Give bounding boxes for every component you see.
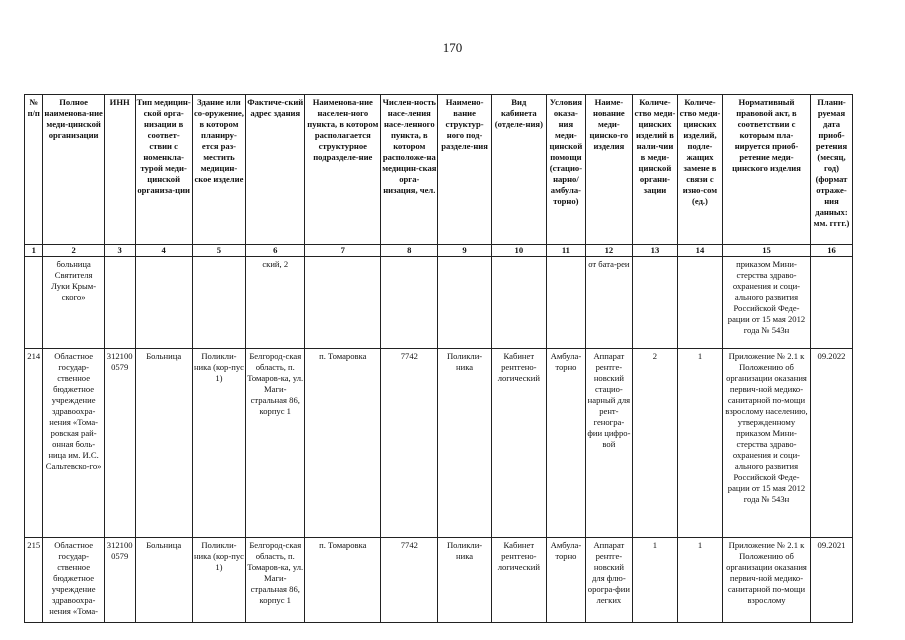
table-cell: 1 [632, 538, 677, 623]
table-row [25, 257, 853, 349]
table-cell [811, 257, 853, 349]
column-number: 16 [811, 245, 853, 257]
table-cell: Поликли-ника [438, 538, 491, 623]
table-cell: Областное государ-ственное бюджетное учреждение здравоохра-нения «Тома-ровская рай-онная боль-ница им. И.С. Сальтевско-го» [43, 349, 104, 538]
row-number: 214 [25, 349, 43, 538]
table-cell: 7742 [381, 538, 438, 623]
header-cell: Здание или со-оружение, в котором планиру-ется раз-местить медицин-ское изделие [192, 95, 245, 245]
table-cell: Белгород-ская область, п. Томаров-ка, ул. Маги-стральная 86, корпус 1 [246, 349, 305, 538]
table-cell: Областное государ-ственное бюджетное учреждение здравоохра-нения «Тома- [43, 538, 104, 623]
table-cell: Кабинет рентгено-логический [491, 349, 546, 538]
column-number: 14 [677, 245, 722, 257]
table-cell: приказом Мини-стерства здраво-охранения и соци-ального развития Российской Феде-рации от 15 мая 2012 года № 543н [722, 257, 810, 349]
header-cell: Числен-ность насе-ления насе-ленного пункта, в котором расположе-на медицин-ская орга-низация, чел. [381, 95, 438, 245]
header-row [25, 95, 853, 245]
row-number: 215 [25, 538, 43, 623]
table-cell: 7742 [381, 349, 438, 538]
column-number: 6 [246, 245, 305, 257]
column-number: 7 [305, 245, 381, 257]
table-cell [632, 257, 677, 349]
column-number: 15 [722, 245, 810, 257]
table-cell [305, 257, 381, 349]
table-cell [491, 257, 546, 349]
table-cell: Поликли-ника (кор-пус 1) [192, 538, 245, 623]
table-cell: Кабинет рентгено-логический [491, 538, 546, 623]
table-cell: от бата-реи [585, 257, 632, 349]
table-cell [438, 257, 491, 349]
table-cell [25, 257, 43, 349]
column-number: 4 [135, 245, 192, 257]
table-cell [677, 257, 722, 349]
table-cell: 09.2022 [811, 349, 853, 538]
table-cell: Амбула-торно [546, 538, 585, 623]
table-cell: Белгород-ская область, п. Томаров-ка, ул. Маги-стральная 86, корпус 1 [246, 538, 305, 623]
header-cell: Количе-ство меди-цинских изделий в нали-чии в меди-цинской органи-зации [632, 95, 677, 245]
table-cell: 312100 0579 [104, 349, 135, 538]
header-cell: Наиме-нование меди-цинско-го изделия [585, 95, 632, 245]
header-cell: Тип медицин-ской орга-низации в соответ-ствии с номенкла-турой меди-цинской организа-ции [135, 95, 192, 245]
table-cell: 1 [677, 538, 722, 623]
header-cell: № п/п [25, 95, 43, 245]
table-cell: Аппарат рентге-новский для флю-орогра-фии легких [585, 538, 632, 623]
table-cell: 1 [677, 349, 722, 538]
table-cell [104, 257, 135, 349]
column-number: 11 [546, 245, 585, 257]
table-cell [192, 257, 245, 349]
table-cell: п. Томаровка [305, 349, 381, 538]
table-cell: Амбула-торно [546, 349, 585, 538]
table-cell: 312100 0579 [104, 538, 135, 623]
column-number: 8 [381, 245, 438, 257]
column-number: 5 [192, 245, 245, 257]
table-cell: 2 [632, 349, 677, 538]
medical-equipment-table [24, 94, 853, 623]
column-number-row [25, 245, 853, 257]
header-cell: Нормативный правовой акт, в соответствии с которым пла-нируется приоб-ретение меди-цинского изделия [722, 95, 810, 245]
table-cell: Поликли-ника (кор-пус 1) [192, 349, 245, 538]
column-number: 10 [491, 245, 546, 257]
table-cell: Поликли-ника [438, 349, 491, 538]
header-cell: Условия оказа-ния меди-цинской помощи (стацио-нарно/ амбула-торно) [546, 95, 585, 245]
header-cell: Полное наименова-ние меди-цинской организации [43, 95, 104, 245]
table-cell: Аппарат рентге-новский стацио-нарный для рент-геногра-фии цифро-вой [585, 349, 632, 538]
table-cell [546, 257, 585, 349]
header-cell: Фактиче-ский адрес здания [246, 95, 305, 245]
table-row [25, 538, 853, 623]
header-cell: Наимено-вание структур-ного под-разделе-ния [438, 95, 491, 245]
table-cell: п. Томаровка [305, 538, 381, 623]
header-cell: Вид кабинета (отделе-ния) [491, 95, 546, 245]
table-cell: Больница [135, 538, 192, 623]
table-cell [381, 257, 438, 349]
table-cell: Приложение № 2.1 к Положению об организации оказания первич-ной медико-санитарной по-мощи взрослому [722, 538, 810, 623]
table-cell: 09.2021 [811, 538, 853, 623]
column-number: 9 [438, 245, 491, 257]
header-cell: ИНН [104, 95, 135, 245]
header-cell: Наименова-ние населен-ного пункта, в котором располагается структурное подразделе-ние [305, 95, 381, 245]
header-cell: Плани-руемая дата приоб-ретения (месяц, год) (формат отраже-ния данных: мм. гггг.) [811, 95, 853, 245]
column-number: 13 [632, 245, 677, 257]
column-number: 1 [25, 245, 43, 257]
table-cell: ский, 2 [246, 257, 305, 349]
table-cell: Приложение № 2.1 к Положению об организации оказания первич-ной медико-санитарной по-мощи взрослому населению, утвержденному приказом Мини-стерства здраво-охранения и соци-ального развития Российской Феде-рации от 15 мая 2012 года № 543н [722, 349, 810, 538]
table-row [25, 349, 853, 538]
column-number: 2 [43, 245, 104, 257]
table-cell [135, 257, 192, 349]
table-cell: Больница [135, 349, 192, 538]
column-number: 12 [585, 245, 632, 257]
header-cell: Количе-ство меди-цинских изделий, подле-жащих замене в связи с изно-сом (ед.) [677, 95, 722, 245]
column-number: 3 [104, 245, 135, 257]
table-cell: больница Святителя Луки Крым-ского» [43, 257, 104, 349]
page-number: 170 [442, 40, 463, 55]
